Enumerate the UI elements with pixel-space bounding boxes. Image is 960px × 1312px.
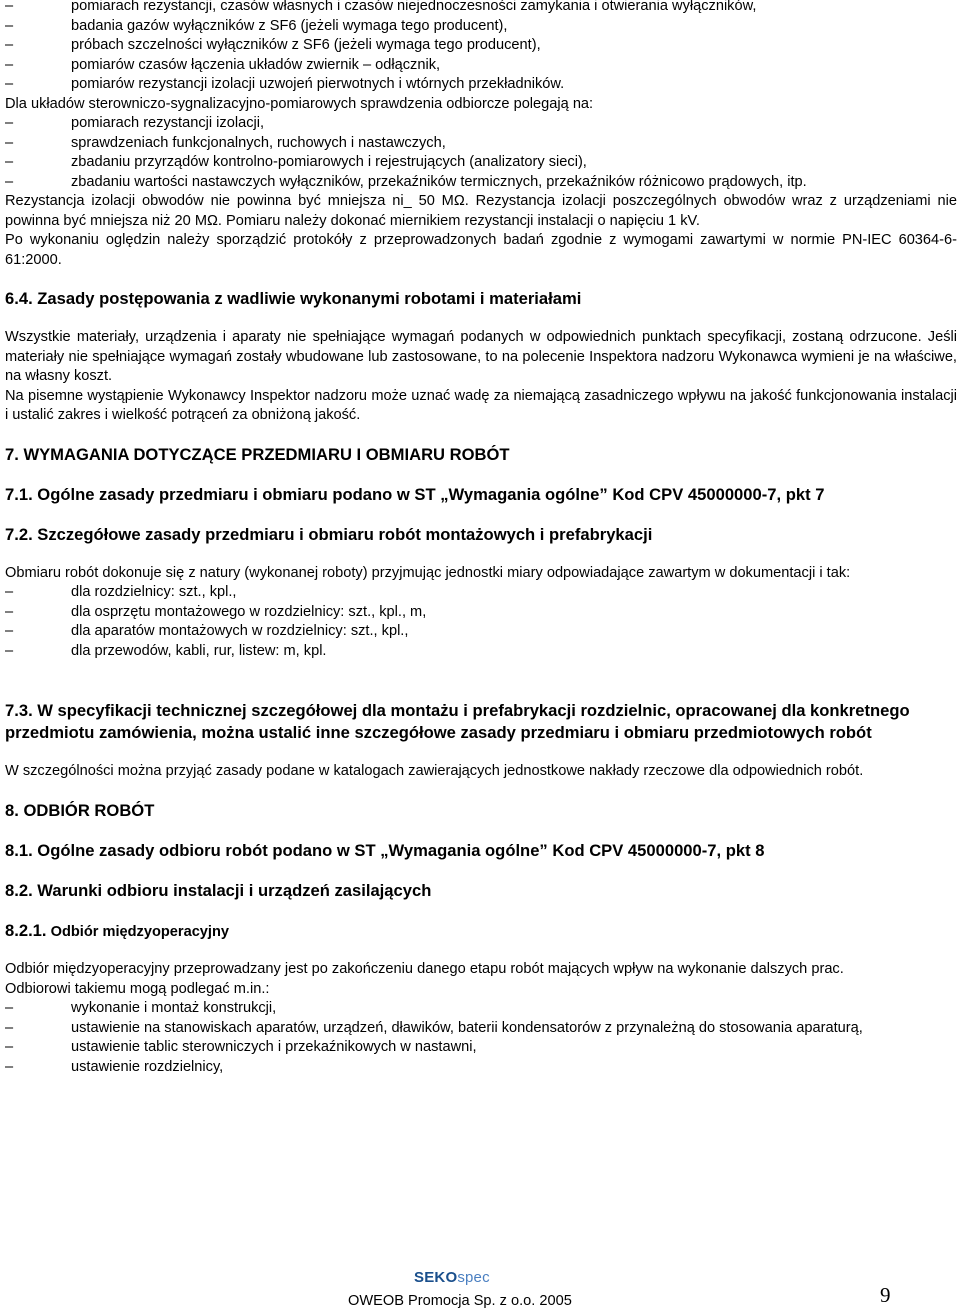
dash-bullet: [5, 75, 19, 95]
list-item: – pomiarach rezystancji, czasów własnych i czasów niejednoczesności zamykania i otwierania wyłączników,: [5, 0, 957, 17]
heading-8: 8. ODBIÓR ROBÓT: [5, 800, 155, 820]
paragraph-written-request: Na pisemne wystąpienie Wykonawcy Inspektor nadzoru może uznać wadę za niemającą zasadniczego wpływu na jakość funkcjonowania instalacji i ustalić zakres i wielkość potrąceń za obniżoną jakość.: [5, 387, 957, 423]
dash-bullet: [5, 114, 19, 134]
list-item: – pomiarach rezystancji izolacji,: [5, 114, 957, 134]
list-item: – dla osprzętu montażowego w rozdzielnicy: szt., kpl., m,: [5, 603, 957, 623]
dash-bullet: [5, 1038, 19, 1058]
dash-bullet: [5, 36, 19, 56]
heading-7-1: 7.1. Ogólne zasady przedmiaru i obmiaru podano w ST „Wymagania ogólne” Kod CPV 45000000-7, pkt 7: [5, 484, 825, 504]
list-units: [5, 583, 957, 661]
dash-bullet: [5, 622, 19, 642]
list-item: – wykonanie i montaż konstrukcji,: [5, 999, 957, 1019]
page-footer: [0, 1264, 960, 1311]
heading-7-3: 7.3. W specyfikacji technicznej szczegółowej dla montażu i prefabrykacji rozdzielnic, opracowanej dla konkretnego przedmiotu zamówienia, można ustalić inne szczegółowe zasady przedmiaru i obmiaru przedmiotowych robót: [5, 701, 910, 742]
list-item: – ustawienie na stanowiskach aparatów, urządzeń, dławików, baterii kondensatorów z przynależną do stosowania aparaturą,: [5, 1019, 957, 1039]
brand-logo: SEKOspec: [414, 1269, 490, 1286]
dash-bullet: [5, 153, 19, 173]
paragraph-interoperational: Odbiór międzyoperacyjny przeprowadzany jest po zakończeniu danego etapu robót mających wpływ na wykonanie dalszych prac.: [5, 961, 844, 977]
list-item: – pomiarów rezystancji izolacji uzwojeń pierwotnych i wtórnych przekładników.: [5, 75, 957, 95]
heading-6-4: 6.4. Zasady postępowania z wadliwie wykonanymi robotami i materiałami: [5, 289, 582, 308]
list-item: – próbach szczelności wyłączników z SF6 (jeżeli wymaga tego producent),: [5, 36, 957, 56]
list-item: – pomiarów czasów łączenia układów zwiernik – odłącznik,: [5, 56, 957, 76]
list-item: – dla przewodów, kabli, rur, listew: m, kpl.: [5, 642, 957, 662]
heading-8-2: 8.2. Warunki odbioru instalacji i urządzeń zasilających: [5, 880, 432, 900]
dash-bullet: [5, 642, 19, 662]
dash-bullet: [5, 17, 19, 37]
paragraph-control-systems: Dla układów sterowniczo-sygnalizacyjno-pomiarowych sprawdzenia odbiorcze polegają na:: [5, 95, 594, 112]
paragraph-defective-materials: Wszystkie materiały, urządzenia i aparaty nie spełniające wymagań podanych w odpowiednich punktach specyfikacji, zostaną odrzucone. Jeśli materiały nie spełniające wymagań zostały wbudowane lub zastosowane, to na polecenie Inspektora nadzoru Wykonawca wymieni je na właściwe, na własny koszt.: [5, 329, 957, 384]
paragraph-protocols: Po wykonaniu oględzin należy sporządzić protokóły z przeprowadzonych badań zgodnie z wymogami zawartymi w normie PN-IEC 60364-6-61:2000.: [5, 232, 957, 268]
page-number: 9: [880, 1283, 891, 1307]
heading-8-1: 8.1. Ogólne zasady odbioru robót podano w ST „Wymagania ogólne” Kod CPV 45000000-7, pkt 8: [5, 840, 765, 860]
heading-8-2-1-number: 8.2.1.: [5, 920, 47, 940]
list-item: – badania gazów wyłączników z SF6 (jeżeli wymaga tego producent),: [5, 17, 957, 37]
list-measurements-breakers: [5, 0, 957, 95]
heading-8-2-1-title: Odbiór międzyoperacyjny: [50, 923, 230, 940]
dash-bullet: [5, 173, 19, 193]
dash-bullet: [5, 1058, 19, 1078]
dash-bullet: [5, 56, 19, 76]
list-acceptance-items: [5, 999, 957, 1077]
dash-bullet: [5, 1019, 19, 1039]
list-item: – dla rozdzielnicy: szt., kpl.,: [5, 583, 957, 603]
paragraph-catalogs: W szczególności można przyjąć zasady podane w katalogach zawierających jednostkowe nakłady rzeczowe dla odpowiednich robót.: [5, 763, 864, 779]
company-name: OWEOB Promocja Sp. z o.o. 2005: [348, 1293, 572, 1309]
list-item: – zbadaniu przyrządów kontrolno-pomiarowych i rejestrujących (analizatory sieci),: [5, 153, 957, 173]
paragraph-insulation-resistance: Rezystancja izolacji obwodów nie powinna być mniejsza ni_ 50 MΩ. Rezystancja izolacji poszczególnych obwodów wraz z urządzeniami nie powinna być mniejsza niż 20 MΩ. Pomiaru należy dokonać miernikiem rezystancji instalacji o napięciu 1 kV.: [5, 193, 957, 229]
heading-7: 7. WYMAGANIA DOTYCZĄCE PRZEDMIARU I OBMIARU ROBÓT: [5, 444, 510, 464]
dash-bullet: [5, 0, 19, 17]
list-item: – dla aparatów montażowych w rozdzielnicy: szt., kpl.,: [5, 622, 957, 642]
dash-bullet: [5, 603, 19, 623]
dash-bullet: [5, 134, 19, 154]
dash-bullet: [5, 999, 19, 1019]
list-item: – ustawienie tablic sterowniczych i przekaźnikowych w nastawni,: [5, 1038, 957, 1058]
list-item: – zbadaniu wartości nastawczych wyłączników, przekaźników termicznych, przekaźników różnicowo prądowych, itp.: [5, 173, 957, 193]
list-item: – ustawienie rozdzielnicy,: [5, 1058, 957, 1078]
dash-bullet: [5, 583, 19, 603]
heading-8-2-1: [5, 920, 957, 943]
paragraph-measurement-units: Obmiaru robót dokonuje się z natury (wykonanej roboty) przyjmując jednostki miary odpowiadające zawartym w dokumentacji i tak:: [5, 564, 851, 581]
paragraph-subject-to: Odbiorowi takiemu mogą podlegać m.in.:: [5, 980, 270, 997]
heading-7-2: 7.2. Szczegółowe zasady przedmiaru i obmiaru robót montażowych i prefabrykacji: [5, 524, 653, 544]
list-item: – sprawdzeniach funkcjonalnych, ruchowych i nastawczych,: [5, 134, 957, 154]
page-content: [5, 0, 957, 1077]
list-acceptance-checks: [5, 114, 957, 192]
